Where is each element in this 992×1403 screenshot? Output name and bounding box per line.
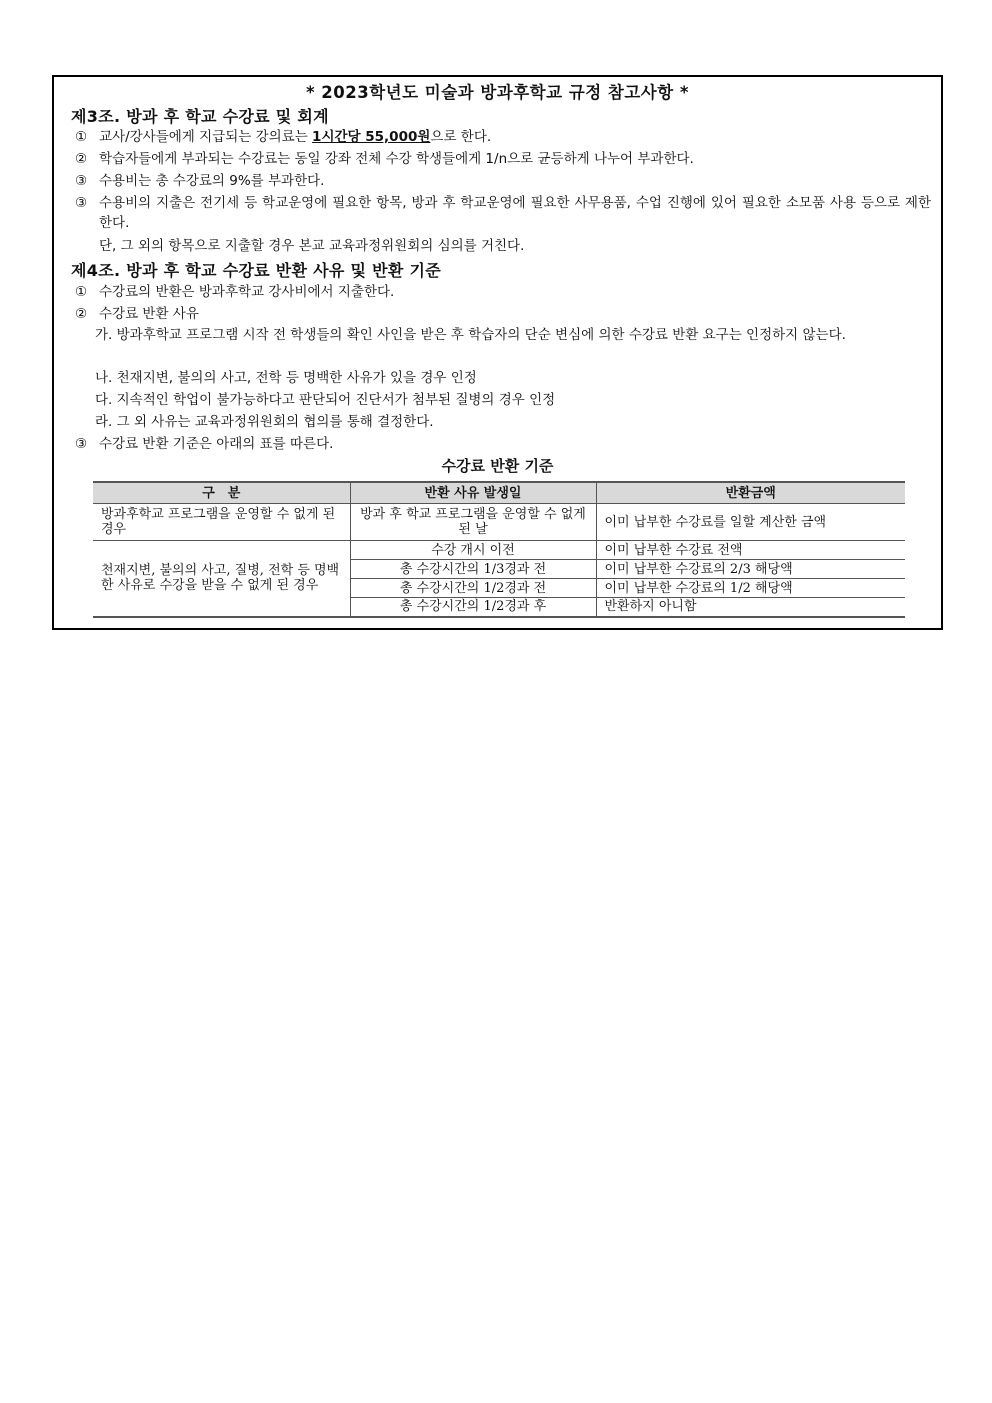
regulation-box: [52, 75, 943, 630]
item-number: ②: [75, 151, 88, 167]
refund-reason-ga: 가. 방과후학교 프로그램 시작 전 학생들의 확인 사인을 받은 후 학습자의 단순 변심에 의한 수강료 반환 요구는 인정하지 않는다.: [95, 327, 846, 343]
lecture-fee-emphasis: 1시간당 55,000원: [312, 129, 431, 145]
item-text: 학습자들에게 부과되는 수강료는 동일 강좌 전체 수강 학생들에게 1/n으로 균등하게 나누어 부과한다.: [99, 151, 694, 167]
amount-cell: 이미 납부한 수강료의 2/3 해당액: [596, 560, 905, 579]
article3-item-3: [75, 171, 931, 191]
when-cell: 총 수강시간의 1/3경과 전: [350, 560, 596, 579]
refund-table-title: 수강료 반환 기준: [441, 457, 554, 475]
header-when: 반환 사유 발생일: [350, 482, 596, 504]
article3-heading: 제3조. 방과 후 학교 수강료 및 회계: [71, 107, 329, 126]
header-category: 구 분: [93, 482, 350, 504]
item-text: 수강료 반환 기준은 아래의 표를 따른다.: [99, 436, 334, 452]
document-title: * 2023학년도 미술과 방과후학교 규정 참고사항 *: [305, 83, 690, 102]
item-text: 수용비는 총 수강료의 9%를 부과한다.: [99, 173, 325, 189]
when-cell: 수강 개시 이전: [350, 541, 596, 560]
when-cell: 총 수강시간의 1/2경과 후: [350, 598, 596, 617]
table-row: [93, 504, 905, 541]
amount-cell: 반환하지 아니함: [596, 598, 905, 617]
category-cell: 방과후학교 프로그램을 운영할 수 없게 된 경우: [93, 504, 350, 541]
table-header-row: [93, 482, 905, 504]
item-text-pre: 교사/강사들에게 지급되는 강의료는: [99, 129, 313, 145]
amount-cell: 이미 납부한 수강료 전액: [596, 541, 905, 560]
amount-cell: 이미 납부한 수강료를 일할 계산한 금액: [596, 504, 905, 541]
header-amount: 반환금액: [596, 482, 905, 504]
refund-table: [93, 481, 905, 618]
article3-item-2: [75, 149, 931, 169]
item-number: ③: [75, 195, 88, 211]
amount-cell: 이미 납부한 수강료의 1/2 해당액: [596, 579, 905, 598]
refund-reason-na: 나. 천재지변, 불의의 사고, 전학 등 명백한 사유가 있을 경우 인정: [95, 370, 477, 386]
table-row: [93, 541, 905, 560]
refund-reason-ra: 라. 그 외 사유는 교육과정위원회의 협의를 통해 결정한다.: [95, 414, 434, 430]
article4-heading: 제4조. 방과 후 학교 수강료 반환 사유 및 반환 기준: [71, 261, 442, 280]
when-cell: 총 수강시간의 1/2경과 전: [350, 579, 596, 598]
item-number: ③: [75, 436, 88, 452]
article4-item-3: [75, 434, 931, 454]
item-text: 수용비의 지출은 전기세 등 학교운영에 필요한 항목, 방과 후 학교운영에 필요한 사무용품, 수업 진행에 있어 필요한 소모품 사용 등으로 제한한다.: [99, 195, 931, 231]
item-text: 수강료 반환 사유: [99, 306, 199, 322]
article3-item-1: [75, 127, 931, 147]
article3-item-4: [75, 193, 931, 233]
item-text-post: 으로 한다.: [430, 129, 492, 145]
article4-item-2: [75, 304, 931, 324]
article3-note: 단, 그 외의 항목으로 지출할 경우 본교 교육과정위원회의 심의를 거친다.: [99, 238, 525, 254]
refund-reason-da: 다. 지속적인 학업이 불가능하다고 판단되어 진단서가 첨부된 질병의 경우 인정: [95, 392, 556, 408]
item-text: 수강료의 반환은 방과후학교 강사비에서 지출한다.: [99, 284, 395, 300]
item-number: ②: [75, 306, 88, 322]
when-cell: 방과 후 학교 프로그램을 운영할 수 없게 된 날: [350, 504, 596, 541]
article4-item-1: [75, 282, 931, 302]
item-number: ③: [75, 173, 88, 189]
item-number: ①: [75, 284, 88, 300]
category-cell: 천재지변, 불의의 사고, 질병, 전학 등 명백한 사유로 수강을 받을 수 없게 된 경우: [93, 541, 350, 617]
item-number: ①: [75, 129, 88, 145]
